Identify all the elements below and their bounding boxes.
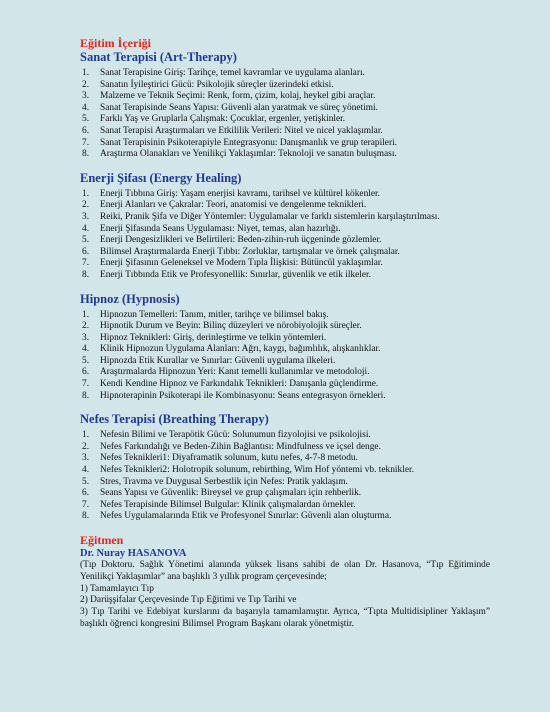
- course-section: [80, 412, 490, 523]
- topic-text: Enerji Tıbbına Giriş: Yaşam enerjisi kavramı, tarihsel ve kültürel kökenler.: [100, 188, 380, 199]
- topic-number: 2.: [82, 79, 90, 90]
- section-topic-list: [80, 189, 490, 282]
- section-title: Enerji Şifası (Energy Healing): [80, 170, 242, 185]
- topic-number: 2.: [82, 441, 90, 452]
- topic-text: Sanat Terapisinin Psikoterapiyle Entegrasyonu: Danışmanlık ve grup terapileri.: [100, 137, 398, 148]
- topic-item: [80, 103, 490, 115]
- topic-item: [80, 114, 490, 126]
- topic-text: Araştırmalarda Hipnozun Yeri: Kanıt temelli kullanımlar ve metodoloji.: [100, 367, 370, 378]
- section-topic-list: [80, 310, 490, 403]
- topic-number: 1.: [82, 188, 90, 199]
- section-title: Sanat Terapisi (Art-Therapy): [80, 50, 237, 64]
- topic-number: 6.: [82, 246, 90, 257]
- topic-number: 6.: [82, 125, 90, 136]
- topic-number: 5.: [82, 476, 90, 487]
- course-section: [80, 292, 490, 403]
- topic-number: 3.: [82, 332, 90, 343]
- topic-number: 1.: [82, 68, 90, 78]
- topic-item: [80, 200, 490, 212]
- topic-number: 6.: [82, 488, 90, 499]
- topic-number: 4.: [82, 465, 90, 476]
- topic-text: Enerji Dengesizlikleri ve Belirtileri: Beden-zihin-ruh üçgeninde gözlemler.: [100, 235, 382, 246]
- topic-item: [80, 91, 490, 103]
- topic-item: [80, 235, 490, 247]
- topic-number: 8.: [82, 390, 90, 401]
- topic-text: Hipnoterapinin Psikoterapi ile Kombinasyonu: Seans entegrasyon örnekleri.: [100, 390, 386, 401]
- topic-item: [80, 224, 490, 236]
- section-title: Nefes Terapisi (Breathing Therapy): [80, 412, 269, 427]
- topic-text: Sanat Terapisi Araştırmaları ve Etkililik Verileri: Nitel ve nicel yaklaşımlar.: [100, 125, 383, 136]
- topic-number: 5.: [82, 355, 90, 366]
- topic-number: 5.: [82, 235, 90, 246]
- topic-text: Seans Yapısı ve Güvenlik: Bireysel ve grup çalışmaları için rehberlik.: [100, 488, 362, 499]
- instructor-heading: Eğitmen: [80, 533, 124, 547]
- topic-item: [80, 430, 490, 442]
- instructor-bio: [80, 560, 490, 631]
- topic-text: Sanat Terapisine Giriş: Tarihçe, temel kavramlar ve uygulama alanları.: [100, 68, 365, 78]
- topic-number: 8.: [82, 511, 90, 522]
- bio-intro: (Tıp Doktoru. Sağlık Yönetimi alanında yüksek lisans sahibi de olan Dr. Hasanova, “Tıp Eğitiminde Yenilikçi Yaklaşımlar” ana başlıklı 3 yıllık program çerçevesinde;: [80, 560, 490, 582]
- topic-item: [80, 247, 490, 259]
- topic-item: [80, 189, 490, 201]
- topic-item: [80, 80, 490, 92]
- topic-number: 4.: [82, 102, 90, 113]
- topic-item: [80, 344, 490, 356]
- topic-text: Nefes Teknikleri2: Holotropik solunum, rebirthing, Wim Hof yöntemi vb. teknikler.: [100, 465, 414, 476]
- topic-text: Sanatın İyileştirici Gücü: Psikolojik süreçler üzerindeki etkisi.: [100, 79, 334, 90]
- topic-item: [80, 453, 490, 465]
- topic-text: Stres, Travma ve Duygusal Serbestlik için Nefes: Pratik yaklaşım.: [100, 476, 348, 487]
- topic-text: Bilimsel Araştırmalarda Enerji Tıbbı: Zorluklar, tartışmalar ve örnek çalışmalar.: [100, 246, 400, 257]
- topic-number: 7.: [82, 499, 90, 510]
- topic-number: 2.: [82, 321, 90, 332]
- topic-item: [80, 212, 490, 224]
- bio-line-3: 3) Tıp Tarihi ve Edebiyat kurslarını da başarıyla tamamlamıştır. Ayrıca, “Tıpta Multidisipliner Yaklaşım” başlıklı öğrenci kongresini Bilimsel Program Başkanı olarak yönetmiştir.: [80, 607, 490, 629]
- bio-line-1: 1) Tamamlayıcı Tıp: [80, 583, 154, 594]
- topic-text: Kendi Kendine Hipnoz ve Farkındalık Teknikleri: Danışanla güçlendirme.: [100, 379, 379, 390]
- section-title: Hipnoz (Hypnosis): [80, 291, 180, 306]
- topic-text: Reiki, Pranik Şifa ve Diğer Yöntemler: Uygulamalar ve farklı sistemlerin karşılaştırılması.: [100, 211, 440, 222]
- topic-text: Enerji Alanları ve Çakralar: Teori, anatomisi ve dengelenme teknikleri.: [100, 200, 367, 211]
- topic-text: Nefesin Bilimi ve Terapötik Gücü: Solunumun fizyolojisi ve psikolojisi.: [100, 430, 371, 441]
- topic-item: [80, 511, 490, 523]
- topic-text: Nefes Teknikleri1: Diyaframatik solunum, kutu nefes, 4-7-8 metodu.: [100, 453, 358, 464]
- topic-text: Farklı Yaş ve Gruplarla Çalışmak: Çocuklar, ergenler, yetişkinler.: [100, 114, 346, 125]
- topic-text: Hipnotik Durum ve Beyin: Bilinç düzeyleri ve nörobiyolojik süreçler.: [100, 321, 362, 332]
- topic-item: [80, 270, 490, 282]
- topic-item: [80, 258, 490, 270]
- topic-item: [80, 379, 490, 391]
- topic-item: [80, 138, 490, 150]
- topic-number: 7.: [82, 379, 90, 390]
- instructor-name: Dr. Nuray HASANOVA: [80, 548, 187, 559]
- topic-text: Hipnozun Temelleri: Tanım, mitler, tarihçe ve bilimsel bakış.: [100, 309, 329, 320]
- topic-text: Nefes Terapisinde Bilimsel Bulgular: Klinik çalışmalardan örnekler.: [100, 499, 356, 510]
- topic-number: 7.: [82, 137, 90, 148]
- topic-text: Hipnozda Etik Kurallar ve Sınırlar: Güvenli uygulama ilkeleri.: [100, 355, 336, 366]
- topic-number: 1.: [82, 430, 90, 441]
- topic-item: [80, 391, 490, 403]
- section-topic-list: [80, 68, 490, 161]
- topic-text: Malzeme ve Teknik Seçimi: Renk, form, çizim, kolaj, heykel gibi araçlar.: [100, 91, 376, 102]
- topic-number: 2.: [82, 200, 90, 211]
- topic-item: [80, 465, 490, 477]
- instructor-section: [80, 533, 490, 631]
- topic-text: Nefes Farkındalığı ve Beden-Zihin Bağlantısı: Mindfulness ve içsel denge.: [100, 441, 381, 452]
- topic-number: 7.: [82, 258, 90, 269]
- topic-item: [80, 477, 490, 489]
- topic-text: Enerji Şifasında Seans Uygulaması: Niyet, temas, alan hazırlığı.: [100, 223, 341, 234]
- topic-text: Hipnoz Teknikleri: Giriş, derinleştirme ve telkin yöntemleri.: [100, 332, 327, 343]
- topic-item: [80, 333, 490, 345]
- topic-number: 8.: [82, 149, 90, 160]
- curriculum-heading: Eğitim İçeriği: [80, 36, 151, 50]
- topic-text: Enerji Tıbbında Etik ve Profesyonellik: Sınırlar, güvenlik ve etik ilkeler.: [100, 269, 372, 280]
- topic-number: 1.: [82, 309, 90, 320]
- topic-item: [80, 356, 490, 368]
- topic-text: Klinik Hipnozun Uygulama Alanları: Ağrı, kaygı, bağımlılık, alışkanlıklar.: [100, 344, 381, 355]
- topic-number: 3.: [82, 453, 90, 464]
- topic-number: 3.: [82, 91, 90, 102]
- section-topic-list: [80, 430, 490, 523]
- topic-text: Nefes Uygulamalarında Etik ve Profesyonel Sınırlar: Güvenli alan oluşturma.: [100, 511, 392, 522]
- topic-item: [80, 367, 490, 379]
- course-section: [80, 50, 490, 161]
- topic-text: Araştırma Olanakları ve Yenilikçi Yaklaşımlar: Teknoloji ve sanatın buluşması.: [100, 149, 397, 160]
- curriculum-sections: [80, 50, 490, 523]
- topic-number: 5.: [82, 114, 90, 125]
- topic-text: Enerji Şifasının Geleneksel ve Modern Tıpla İlişkisi: Bütüncül yaklaşımlar.: [100, 258, 383, 269]
- topic-item: [80, 500, 490, 512]
- topic-item: [80, 68, 490, 80]
- topic-item: [80, 442, 490, 454]
- topic-item: [80, 310, 490, 322]
- topic-item: [80, 488, 490, 500]
- topic-number: 8.: [82, 269, 90, 280]
- topic-text: Sanat Terapisinde Seans Yapısı: Güvenli alan yaratmak ve süreç yönetimi.: [100, 102, 379, 113]
- topic-number: 3.: [82, 211, 90, 222]
- bio-line-2: 2) Darüşşifalar Çerçevesinde Tıp Eğitimi ve Tıp Tarihi ve: [80, 595, 297, 606]
- topic-number: 4.: [82, 344, 90, 355]
- topic-number: 4.: [82, 223, 90, 234]
- topic-item: [80, 321, 490, 333]
- topic-number: 6.: [82, 367, 90, 378]
- course-section: [80, 171, 490, 282]
- topic-item: [80, 149, 490, 161]
- topic-item: [80, 126, 490, 138]
